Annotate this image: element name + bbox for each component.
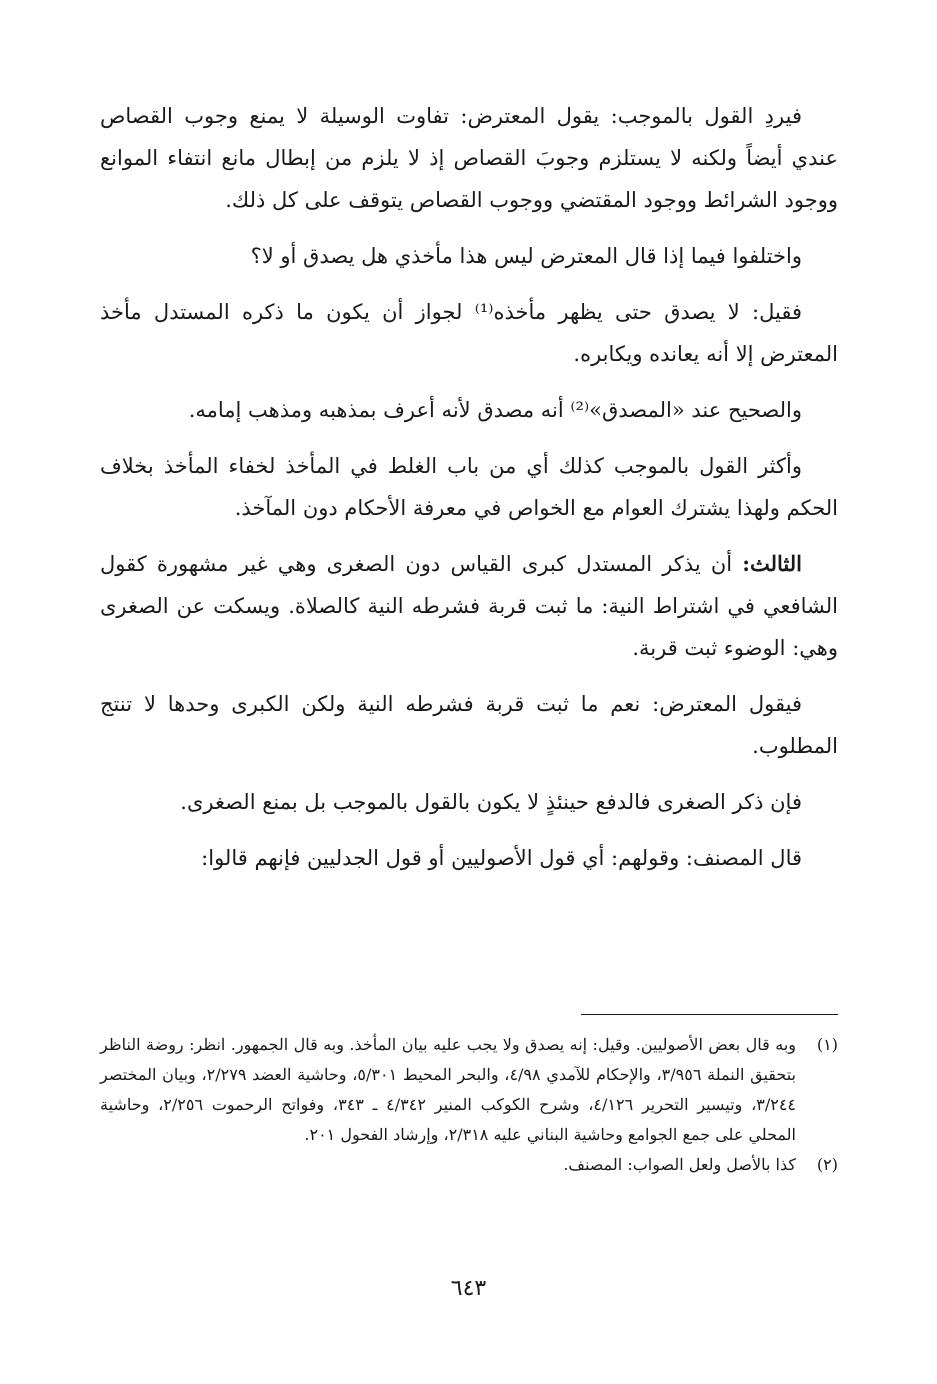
paragraph-8: فإن ذكر الصغرى فالدفع حينئذٍ لا يكون بالقول بالموجب بل بمنع الصغرى. (180, 790, 802, 814)
footnote-divider (581, 1014, 838, 1015)
section-lead-third: الثالث: (742, 551, 802, 576)
main-text (100, 95, 838, 893)
footnotes (100, 1030, 838, 1180)
paragraph-2: واختلفوا فيما إذا قال المعترض ليس هذا مأخذي هل يصدق أو لا؟ (250, 244, 802, 268)
footnote-2-text: كذا بالأصل ولعل الصواب: المصنف. (563, 1155, 796, 1174)
footnote-2 (100, 1150, 838, 1180)
paragraph-6 (100, 543, 838, 669)
footnote-1-number: (١) (816, 1035, 838, 1054)
paragraph-7: فيقول المعترض: نعم ما ثبت قربة فشرطه النية ولكن الكبرى وحدها لا تنتج المطلوب. (100, 692, 838, 758)
paragraph-1: فيردِ القول بالموجب: يقول المعترض: تفاوت الوسيلة لا يمنع وجوب القصاص عندي أيضاً ولكنه لا يستلزم وجوبَ القصاص إذ لا يلزم من إبطال مانع انتفاء الموانع ووجود الشرائط ووجود المقتضي ووجوب القصاص يتوقف على كل ذلك. (100, 104, 838, 212)
paragraph-3: فقيل: لا يصدق حتى يظهر مأخذه⁽¹⁾ لجواز أن يكون ما ذكره المستدل مأخذ المعترض إلا أنه يعانده ويكابره. (100, 300, 838, 366)
page-number: ٦٤٣ (450, 1276, 487, 1301)
footnote-2-number: (٢) (816, 1155, 838, 1174)
paragraph-9: قال المصنف: وقولهم: أي قول الأصوليين أو قول الجدليين فإنهم قالوا: (201, 846, 802, 870)
paragraph-6-body: أن يذكر المستدل كبرى القياس دون الصغرى وهي غير مشهورة كقول الشافعي في اشتراط النية: ما ثبت قربة فشرطه النية كالصلاة. ويسكت عن الصغرى وهي: الوضوء ثبت قربة. (100, 552, 838, 660)
paragraph-5: وأكثر القول بالموجب كذلك أي من باب الغلط في المأخذ لخفاء المأخذ بخلاف الحكم ولهذا يشترك العوام مع الخواص في معرفة الأحكام دون المآخذ. (100, 454, 838, 520)
footnote-1-text: وبه قال بعض الأصوليين. وقيل: إنه يصدق ولا يجب عليه بيان المأخذ. وبه قال الجمهور. انظر: روضة الناظر بتحقيق النملة ٣/٩٥٦، والإحكام للآمدي ٤/٩٨، والبحر المحيط ٥/٣٠١، وحاشية العضد ٢/٢٧٩، وبيان المختصر ٣/٢٤٤، وتيسير التحرير ٤/١٢٦، وشرح الكوكب المنير ٤/٣٤٢ ـ ٣٤٣، وفواتح الرحموت ٢/٢٥٦، وحاشية المحلي على جمع الجوامع وحاشية البناني عليه ٢/٣١٨، وإرشاد الفحول ٢٠١. (100, 1035, 797, 1144)
paragraph-4: والصحيح عند «المصدق»⁽²⁾ أنه مصدق لأنه أعرف بمذهبه ومذهب إمامه. (188, 398, 802, 422)
footnote-1 (100, 1030, 838, 1150)
